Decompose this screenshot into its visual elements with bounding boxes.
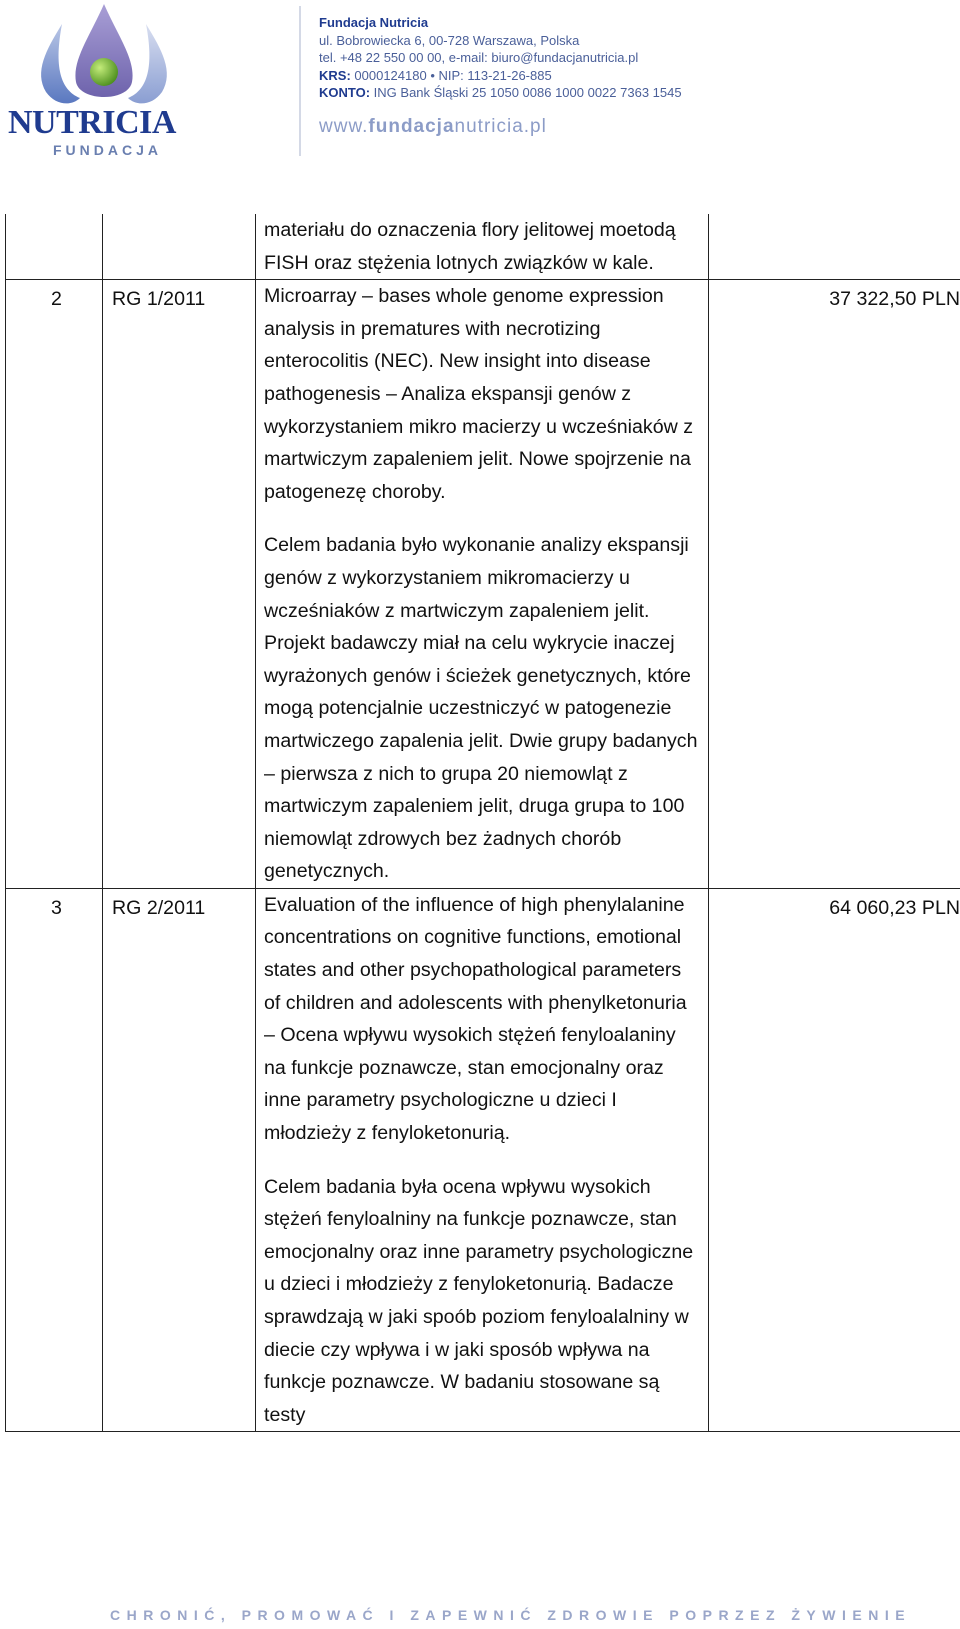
footer-slogan: CHRONIĆ, PROMOWAĆ I ZAPEWNIĆ ZDROWIE POPRZEZ ŻYWIENIE <box>110 1607 912 1623</box>
header-divider <box>299 6 301 156</box>
grant-description <box>256 280 709 889</box>
letterhead <box>0 0 960 175</box>
grant-amount <box>709 214 960 280</box>
description-paragraph: materiału do oznaczenia flory jelitowej moetodą FISH oraz stężenia lotnych związków w kale. <box>264 219 676 274</box>
grant-description <box>256 888 709 1432</box>
grant-code: RG 1/2011 <box>103 280 256 889</box>
contact-line: Fundacja Nutricia <box>319 15 429 30</box>
description-paragraph: Microarray – bases whole genome expression analysis in prematures with necrotizing enterocolitis (NEC). New insight into disease pathogenesis – Analiza ekspansji genów z wykorzystaniem mikro macierzy u wcześniaków z martwiczym zapaleniem jelit. Nowe spojrzenie na patogenezę choroby. <box>264 285 693 503</box>
contact-block <box>319 14 682 102</box>
grant-description <box>256 214 709 280</box>
grants-table <box>5 214 960 1432</box>
grant-amount: 64 060,23 PLN <box>709 888 960 1432</box>
contact-line: tel. +48 22 550 00 00, e-mail: biuro@fundacjanutricia.pl <box>319 50 639 66</box>
drop-logo-icon <box>6 2 206 112</box>
contact-line: ul. Bobrowiecka 6, 00-728 Warszawa, Polska <box>319 32 580 48</box>
table-row <box>6 280 960 889</box>
grant-code: RG 2/2011 <box>103 888 256 1432</box>
description-paragraph: Celem badania było wykonanie analizy ekspansji genów z wykorzystaniem mikromacierzy u wcześniaków z martwiczym zapaleniem jelit. Projekt badawczy miał na celu wykrycie inaczej wyrażonych genów i ścieżek genetycznych, które mogą potencjalnie uczestniczyć w patogenezie martwiczego zapalenia jelit. Dwie grupy badanych – pierwsza z nich to grupa 20 niemowląt z martwiczym zapaleniem jelit, druga grupa to 100 niemowląt zdrowych bez żadnych chorób genetycznych. <box>264 534 698 883</box>
website-link[interactable]: www.fundacjanutricia.pl <box>319 116 547 137</box>
grant-code <box>103 214 256 280</box>
brand-subtitle: FUNDACJA <box>53 142 162 158</box>
description-paragraph: Evaluation of the influence of high phenylalanine concentrations on cognitive functions, emotional states and other psychopathological parameters of children and adolescents with phenylketonuria – Ocena wpływu wysokich stężeń fenyloalaniny na funkcje poznawcze, stan emocjonalny oraz inne parametry psychologiczne u dzieci I młodzieży z fenyloketonurią. <box>264 893 687 1145</box>
brand-name: NUTRICIA <box>8 104 176 141</box>
row-number <box>6 214 103 280</box>
contact-line: KONTO: ING Bank Śląski 25 1050 0086 1000 0022 7363 1545 <box>319 85 682 101</box>
row-number: 3 <box>6 888 103 1432</box>
grant-amount: 37 322,50 PLN <box>709 280 960 889</box>
table-row <box>6 888 960 1432</box>
contact-line: KRS: 0000124180 • NIP: 113-21-26-885 <box>319 67 552 83</box>
table-row <box>6 214 960 280</box>
description-paragraph: Celem badania była ocena wpływu wysokich stężeń fenyloalniny na funkcje poznawcze, stan emocjonalny oraz inne parametry psychologiczne u dzieci i młodzieży z fenyloketonurią. Badacze sprawdzają w jaki spoób poziom fenyloalalniny w diecie czy wpływa i w jaki sposób wpływa na funkcje poznawcze. W badaniu stosowane są testy <box>264 1175 694 1426</box>
row-number: 2 <box>6 280 103 889</box>
